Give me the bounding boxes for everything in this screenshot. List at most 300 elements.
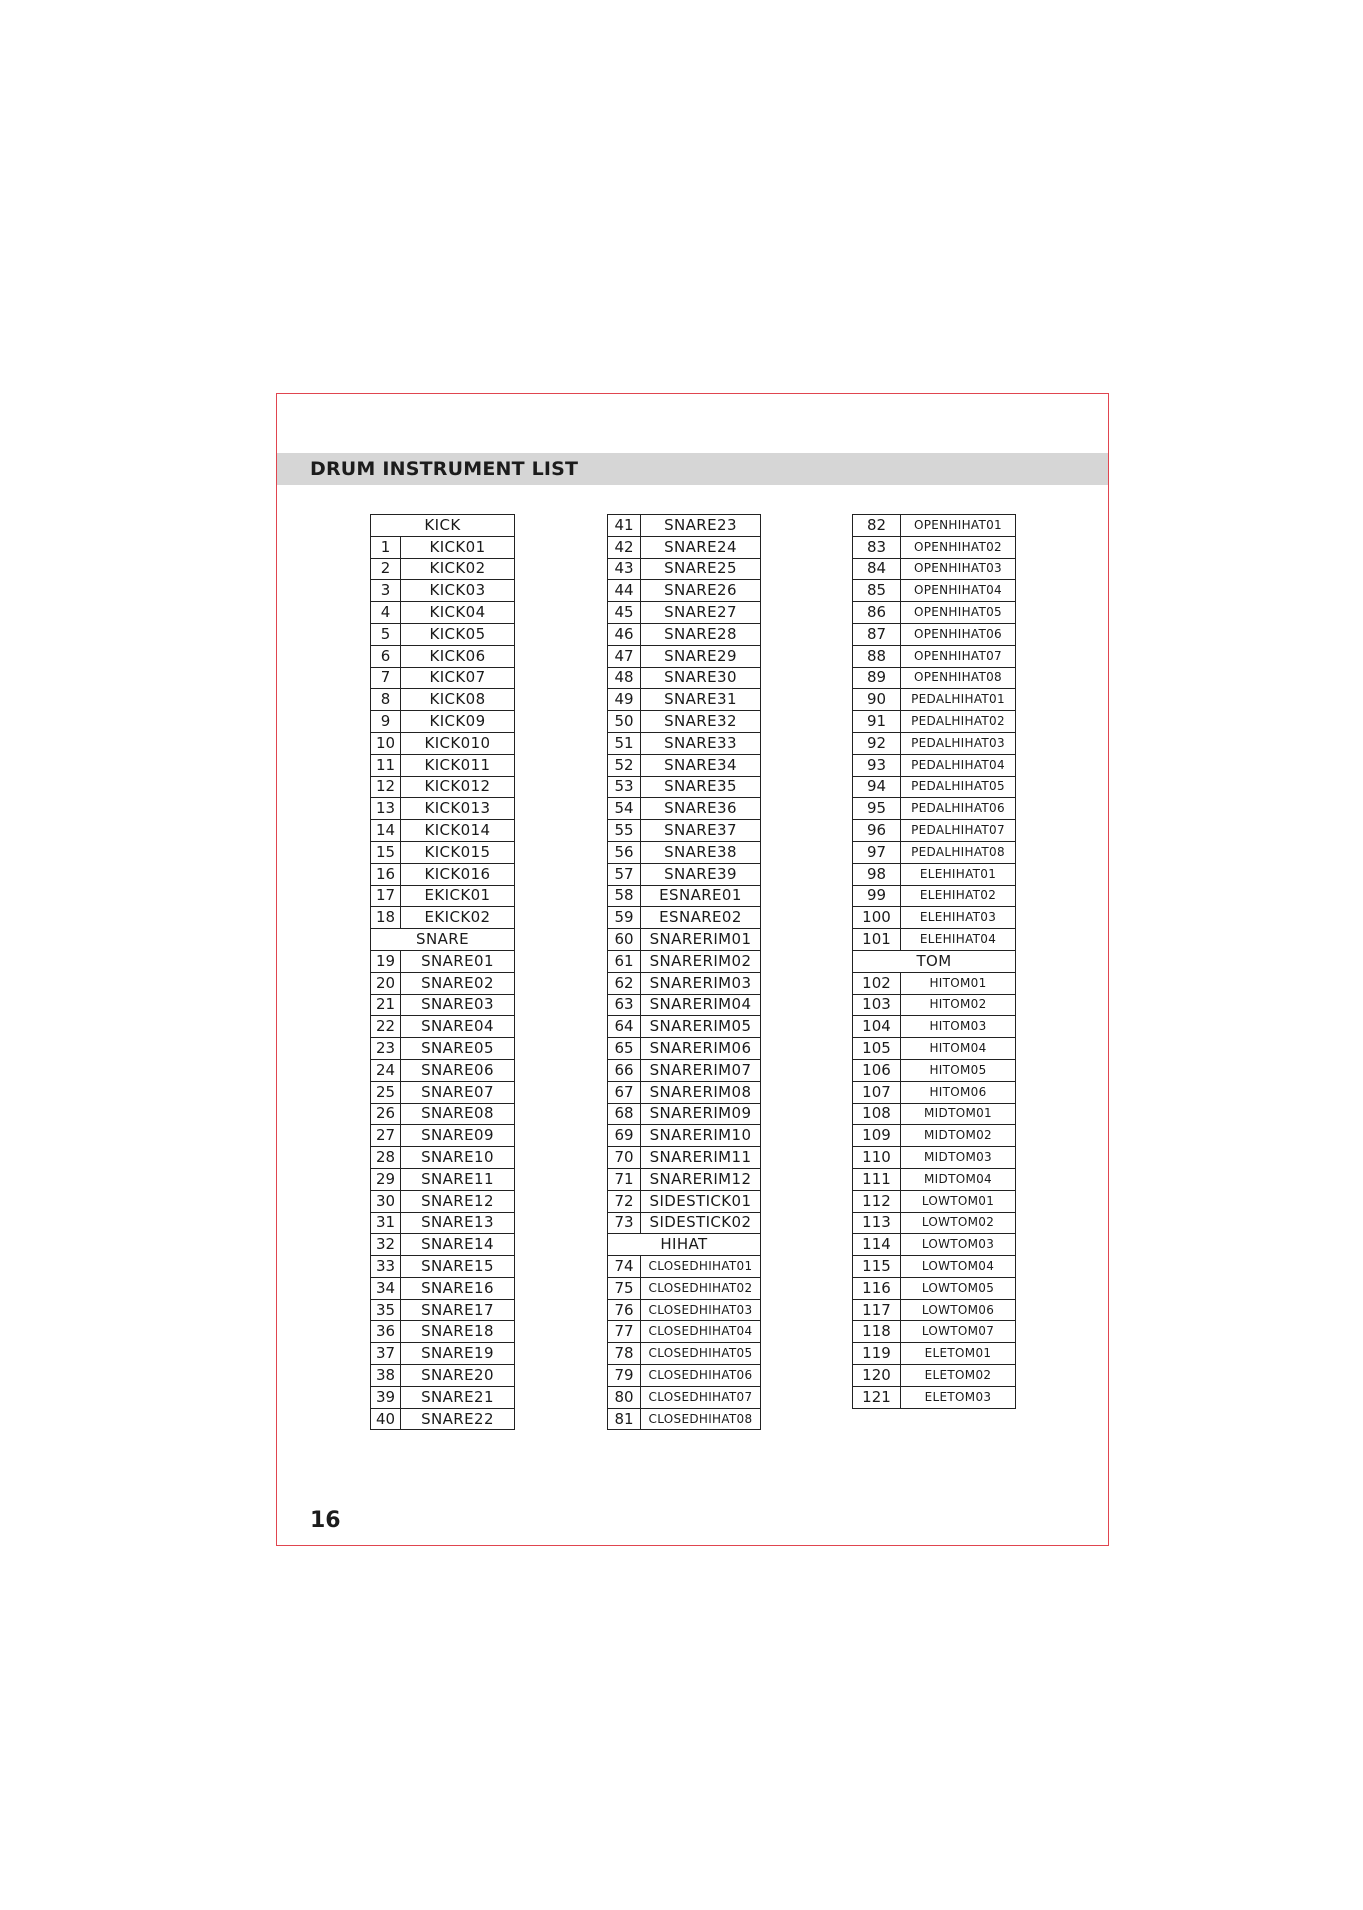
instrument-number: 68	[608, 1103, 641, 1125]
instrument-name: SNARE12	[401, 1190, 515, 1212]
instrument-row	[853, 994, 1016, 1016]
instrument-row	[371, 1038, 515, 1060]
instrument-name: SNARE30	[641, 667, 761, 689]
instrument-name: ELEHIHAT04	[901, 929, 1016, 951]
instrument-row	[608, 754, 761, 776]
instrument-name: SNARE21	[401, 1386, 515, 1408]
instrument-row	[608, 950, 761, 972]
instrument-name: CLOSEDHIHAT05	[641, 1343, 761, 1365]
instrument-number: 78	[608, 1343, 641, 1365]
instrument-name: PEDALHIHAT01	[901, 689, 1016, 711]
instrument-number: 96	[853, 820, 901, 842]
instrument-row	[371, 820, 515, 842]
instrument-row	[853, 1081, 1016, 1103]
instrument-row	[371, 1408, 515, 1430]
instrument-name: KICK06	[401, 645, 515, 667]
instrument-row	[371, 776, 515, 798]
instrument-row	[371, 1147, 515, 1169]
instrument-number: 42	[608, 536, 641, 558]
instrument-row	[371, 1081, 515, 1103]
instrument-name: KICK04	[401, 602, 515, 624]
instrument-name: CLOSEDHIHAT07	[641, 1386, 761, 1408]
instrument-number: 95	[853, 798, 901, 820]
instrument-row	[371, 798, 515, 820]
instrument-name: PEDALHIHAT05	[901, 776, 1016, 798]
instrument-number: 89	[853, 667, 901, 689]
instrument-name: HITOM03	[901, 1016, 1016, 1038]
instrument-name: SNARE13	[401, 1212, 515, 1234]
instrument-name: SNARERIM04	[641, 994, 761, 1016]
instrument-name: SNARE14	[401, 1234, 515, 1256]
instrument-row	[371, 1321, 515, 1343]
instrument-number: 36	[371, 1321, 401, 1343]
instrument-name: KICK014	[401, 820, 515, 842]
instrument-row	[853, 1168, 1016, 1190]
instrument-table-1	[370, 514, 515, 1430]
instrument-number: 100	[853, 907, 901, 929]
instrument-name: KICK09	[401, 711, 515, 733]
instrument-row	[371, 558, 515, 580]
instrument-row	[371, 1059, 515, 1081]
instrument-row	[853, 711, 1016, 733]
instrument-name: SIDESTICK02	[641, 1212, 761, 1234]
instrument-number: 11	[371, 754, 401, 776]
instrument-row	[371, 754, 515, 776]
instrument-number: 113	[853, 1212, 901, 1234]
instrument-row	[371, 841, 515, 863]
instrument-name: SNARE03	[401, 994, 515, 1016]
instrument-number: 61	[608, 950, 641, 972]
instrument-row	[608, 602, 761, 624]
instrument-number: 18	[371, 907, 401, 929]
instrument-number: 19	[371, 950, 401, 972]
instrument-name: SNARE02	[401, 972, 515, 994]
instrument-number: 4	[371, 602, 401, 624]
instrument-number: 62	[608, 972, 641, 994]
instrument-number: 114	[853, 1234, 901, 1256]
instrument-row	[853, 1103, 1016, 1125]
instrument-row	[608, 1081, 761, 1103]
instrument-number: 55	[608, 820, 641, 842]
instrument-row	[371, 972, 515, 994]
instrument-number: 40	[371, 1408, 401, 1430]
instrument-row	[853, 1016, 1016, 1038]
instrument-name: SNARE04	[401, 1016, 515, 1038]
instrument-row	[608, 515, 761, 537]
instrument-row	[371, 1016, 515, 1038]
instrument-number: 80	[608, 1386, 641, 1408]
instrument-name: SNARE22	[401, 1408, 515, 1430]
instrument-row	[371, 580, 515, 602]
instrument-row	[608, 711, 761, 733]
instrument-number: 31	[371, 1212, 401, 1234]
instrument-number: 86	[853, 602, 901, 624]
instrument-number: 69	[608, 1125, 641, 1147]
instrument-number: 58	[608, 885, 641, 907]
instrument-name: OPENHIHAT03	[901, 558, 1016, 580]
instrument-name: PEDALHIHAT04	[901, 754, 1016, 776]
instrument-name: KICK07	[401, 667, 515, 689]
instrument-row	[371, 1190, 515, 1212]
instrument-name: SNARE15	[401, 1256, 515, 1278]
section-heading-row	[371, 515, 515, 537]
instrument-row	[371, 1212, 515, 1234]
instrument-row	[853, 1277, 1016, 1299]
instrument-name: KICK012	[401, 776, 515, 798]
instrument-number: 49	[608, 689, 641, 711]
instrument-name: SNARERIM10	[641, 1125, 761, 1147]
instrument-name: SNARERIM05	[641, 1016, 761, 1038]
instrument-name: SNARE38	[641, 841, 761, 863]
instrument-number: 34	[371, 1277, 401, 1299]
instrument-name: SNARERIM12	[641, 1168, 761, 1190]
instrument-name: SNARE33	[641, 732, 761, 754]
instrument-number: 22	[371, 1016, 401, 1038]
instrument-name: SNARE34	[641, 754, 761, 776]
instrument-number: 66	[608, 1059, 641, 1081]
instrument-name: SNARE08	[401, 1103, 515, 1125]
instrument-number: 97	[853, 841, 901, 863]
instrument-row	[371, 994, 515, 1016]
instrument-row	[371, 950, 515, 972]
instrument-name: SNARE10	[401, 1147, 515, 1169]
instrument-row	[608, 732, 761, 754]
instrument-name: ELETOM02	[901, 1365, 1016, 1387]
instrument-number: 81	[608, 1408, 641, 1430]
instrument-row	[853, 1365, 1016, 1387]
instrument-name: SNARE20	[401, 1365, 515, 1387]
instrument-name: SNARERIM03	[641, 972, 761, 994]
instrument-name: EKICK02	[401, 907, 515, 929]
instrument-number: 37	[371, 1343, 401, 1365]
instrument-number: 83	[853, 536, 901, 558]
instrument-number: 59	[608, 907, 641, 929]
instrument-row	[853, 929, 1016, 951]
instrument-number: 101	[853, 929, 901, 951]
instrument-row	[371, 1299, 515, 1321]
instrument-number: 48	[608, 667, 641, 689]
instrument-number: 75	[608, 1277, 641, 1299]
instrument-row	[371, 1168, 515, 1190]
instrument-number: 72	[608, 1190, 641, 1212]
instrument-name: HITOM05	[901, 1059, 1016, 1081]
instrument-row	[371, 1386, 515, 1408]
instrument-name: ELEHIHAT02	[901, 885, 1016, 907]
instrument-number: 38	[371, 1365, 401, 1387]
instrument-number: 111	[853, 1168, 901, 1190]
instrument-name: SNARERIM02	[641, 950, 761, 972]
instrument-number: 44	[608, 580, 641, 602]
instrument-row	[371, 689, 515, 711]
instrument-number: 60	[608, 929, 641, 951]
instrument-row	[853, 689, 1016, 711]
instrument-row	[608, 1321, 761, 1343]
instrument-name: LOWTOM01	[901, 1190, 1016, 1212]
instrument-row	[853, 798, 1016, 820]
instrument-name: KICK011	[401, 754, 515, 776]
instrument-row	[853, 1147, 1016, 1169]
instrument-name: HITOM04	[901, 1038, 1016, 1060]
instrument-number: 74	[608, 1256, 641, 1278]
instrument-row	[608, 667, 761, 689]
instrument-row	[371, 1234, 515, 1256]
instrument-name: SNARERIM07	[641, 1059, 761, 1081]
instrument-number: 84	[853, 558, 901, 580]
instrument-table-2	[607, 514, 761, 1430]
instrument-name: ELEHIHAT01	[901, 863, 1016, 885]
page-title: DRUM INSTRUMENT LIST	[310, 458, 579, 480]
instrument-row	[853, 580, 1016, 602]
instrument-name: OPENHIHAT06	[901, 623, 1016, 645]
instrument-name: MIDTOM02	[901, 1125, 1016, 1147]
instrument-name: SNARERIM06	[641, 1038, 761, 1060]
instrument-name: SNARE19	[401, 1343, 515, 1365]
instrument-number: 85	[853, 580, 901, 602]
title-band	[277, 453, 1108, 485]
instrument-row	[608, 1256, 761, 1278]
instrument-number: 115	[853, 1256, 901, 1278]
instrument-row	[608, 1299, 761, 1321]
instrument-number: 32	[371, 1234, 401, 1256]
instrument-number: 106	[853, 1059, 901, 1081]
instrument-number: 117	[853, 1299, 901, 1321]
instrument-number: 73	[608, 1212, 641, 1234]
instrument-name: MIDTOM04	[901, 1168, 1016, 1190]
instrument-number: 94	[853, 776, 901, 798]
instrument-number: 63	[608, 994, 641, 1016]
instrument-row	[853, 1386, 1016, 1408]
instrument-row	[853, 1299, 1016, 1321]
instrument-row	[608, 885, 761, 907]
instrument-number: 12	[371, 776, 401, 798]
instrument-number: 70	[608, 1147, 641, 1169]
instrument-name: LOWTOM06	[901, 1299, 1016, 1321]
instrument-name: KICK013	[401, 798, 515, 820]
instrument-name: SNARE09	[401, 1125, 515, 1147]
instrument-table-3	[852, 514, 1016, 1409]
instrument-name: SNARE24	[641, 536, 761, 558]
instrument-name: KICK015	[401, 841, 515, 863]
instrument-row	[608, 536, 761, 558]
instrument-name: OPENHIHAT01	[901, 515, 1016, 537]
instrument-name: MIDTOM01	[901, 1103, 1016, 1125]
instrument-row	[853, 645, 1016, 667]
instrument-name: PEDALHIHAT08	[901, 841, 1016, 863]
instrument-number: 118	[853, 1321, 901, 1343]
instrument-number: 79	[608, 1365, 641, 1387]
instrument-name: LOWTOM05	[901, 1277, 1016, 1299]
instrument-row	[853, 1125, 1016, 1147]
instrument-number: 119	[853, 1343, 901, 1365]
instrument-name: SNARE18	[401, 1321, 515, 1343]
instrument-name: KICK010	[401, 732, 515, 754]
instrument-name: PEDALHIHAT06	[901, 798, 1016, 820]
instrument-number: 41	[608, 515, 641, 537]
instrument-name: LOWTOM03	[901, 1234, 1016, 1256]
instrument-name: ELETOM03	[901, 1386, 1016, 1408]
instrument-row	[608, 1147, 761, 1169]
instrument-name: SNARE11	[401, 1168, 515, 1190]
instrument-row	[371, 645, 515, 667]
instrument-row	[371, 1277, 515, 1299]
instrument-number: 2	[371, 558, 401, 580]
instrument-row	[853, 1321, 1016, 1343]
instrument-row	[371, 623, 515, 645]
instrument-name: KICK08	[401, 689, 515, 711]
section-heading: SNARE	[371, 929, 515, 951]
instrument-name: SNARE35	[641, 776, 761, 798]
instrument-number: 92	[853, 732, 901, 754]
instrument-number: 9	[371, 711, 401, 733]
instrument-number: 87	[853, 623, 901, 645]
instrument-name: LOWTOM07	[901, 1321, 1016, 1343]
instrument-number: 93	[853, 754, 901, 776]
section-heading: HIHAT	[608, 1234, 761, 1256]
instrument-name: KICK01	[401, 536, 515, 558]
instrument-number: 24	[371, 1059, 401, 1081]
instrument-number: 39	[371, 1386, 401, 1408]
instrument-name: SNARE25	[641, 558, 761, 580]
instrument-number: 35	[371, 1299, 401, 1321]
instrument-row	[853, 885, 1016, 907]
instrument-row	[608, 1212, 761, 1234]
instrument-row	[853, 1343, 1016, 1365]
instrument-number: 88	[853, 645, 901, 667]
instrument-number: 14	[371, 820, 401, 842]
instrument-number: 91	[853, 711, 901, 733]
instrument-row	[853, 907, 1016, 929]
instrument-row	[853, 667, 1016, 689]
instrument-name: SNARE27	[641, 602, 761, 624]
instrument-row	[853, 536, 1016, 558]
instrument-number: 109	[853, 1125, 901, 1147]
instrument-row	[608, 558, 761, 580]
instrument-row	[608, 820, 761, 842]
instrument-name: SNARERIM09	[641, 1103, 761, 1125]
instrument-number: 25	[371, 1081, 401, 1103]
instrument-row	[853, 820, 1016, 842]
instrument-name: OPENHIHAT02	[901, 536, 1016, 558]
instrument-number: 3	[371, 580, 401, 602]
instrument-row	[608, 798, 761, 820]
instrument-number: 105	[853, 1038, 901, 1060]
instrument-row	[608, 929, 761, 951]
instrument-row	[853, 1038, 1016, 1060]
instrument-row	[853, 754, 1016, 776]
instrument-row	[853, 558, 1016, 580]
instrument-name: CLOSEDHIHAT03	[641, 1299, 761, 1321]
instrument-row	[853, 776, 1016, 798]
instrument-name: SNARE16	[401, 1277, 515, 1299]
instrument-name: SNARE06	[401, 1059, 515, 1081]
instrument-number: 47	[608, 645, 641, 667]
instrument-name: CLOSEDHIHAT04	[641, 1321, 761, 1343]
instrument-name: LOWTOM02	[901, 1212, 1016, 1234]
instrument-row	[371, 732, 515, 754]
instrument-row	[608, 645, 761, 667]
instrument-number: 7	[371, 667, 401, 689]
instrument-name: SNARE28	[641, 623, 761, 645]
instrument-row	[853, 1190, 1016, 1212]
instrument-name: LOWTOM04	[901, 1256, 1016, 1278]
instrument-row	[371, 885, 515, 907]
instrument-number: 29	[371, 1168, 401, 1190]
instrument-name: OPENHIHAT04	[901, 580, 1016, 602]
instrument-number: 107	[853, 1081, 901, 1103]
instrument-number: 99	[853, 885, 901, 907]
instrument-number: 8	[371, 689, 401, 711]
instrument-name: SNARE01	[401, 950, 515, 972]
instrument-number: 57	[608, 863, 641, 885]
instrument-name: SNARE05	[401, 1038, 515, 1060]
instrument-number: 43	[608, 558, 641, 580]
instrument-name: SNARERIM11	[641, 1147, 761, 1169]
instrument-row	[371, 667, 515, 689]
instrument-row	[608, 1059, 761, 1081]
instrument-name: OPENHIHAT05	[901, 602, 1016, 624]
instrument-number: 27	[371, 1125, 401, 1147]
instrument-number: 53	[608, 776, 641, 798]
instrument-number: 23	[371, 1038, 401, 1060]
instrument-row	[608, 580, 761, 602]
instrument-number: 67	[608, 1081, 641, 1103]
instrument-row	[853, 1256, 1016, 1278]
instrument-number: 45	[608, 602, 641, 624]
instrument-row	[853, 841, 1016, 863]
instrument-row	[853, 1234, 1016, 1256]
instrument-name: HITOM01	[901, 972, 1016, 994]
instrument-number: 16	[371, 863, 401, 885]
instrument-row	[608, 907, 761, 929]
instrument-row	[853, 515, 1016, 537]
instrument-number: 120	[853, 1365, 901, 1387]
instrument-number: 77	[608, 1321, 641, 1343]
instrument-row	[371, 536, 515, 558]
instrument-name: PEDALHIHAT07	[901, 820, 1016, 842]
instrument-name: EKICK01	[401, 885, 515, 907]
instrument-row	[853, 972, 1016, 994]
instrument-number: 56	[608, 841, 641, 863]
section-heading: TOM	[853, 950, 1016, 972]
instrument-name: ESNARE02	[641, 907, 761, 929]
instrument-row	[853, 623, 1016, 645]
instrument-row	[371, 1103, 515, 1125]
instrument-number: 26	[371, 1103, 401, 1125]
instrument-row	[608, 994, 761, 1016]
instrument-name: KICK05	[401, 623, 515, 645]
instrument-row	[853, 1059, 1016, 1081]
instrument-row	[608, 1016, 761, 1038]
instrument-number: 28	[371, 1147, 401, 1169]
instrument-name: SNARE31	[641, 689, 761, 711]
instrument-name: CLOSEDHIHAT08	[641, 1408, 761, 1430]
instrument-row	[608, 972, 761, 994]
instrument-number: 64	[608, 1016, 641, 1038]
instrument-number: 116	[853, 1277, 901, 1299]
instrument-name: SNARERIM01	[641, 929, 761, 951]
instrument-number: 17	[371, 885, 401, 907]
instrument-number: 20	[371, 972, 401, 994]
instrument-name: SNARE29	[641, 645, 761, 667]
instrument-name: SIDESTICK01	[641, 1190, 761, 1212]
instrument-number: 10	[371, 732, 401, 754]
instrument-name: KICK02	[401, 558, 515, 580]
instrument-name: ESNARE01	[641, 885, 761, 907]
instrument-number: 13	[371, 798, 401, 820]
instrument-row	[371, 1365, 515, 1387]
instrument-number: 71	[608, 1168, 641, 1190]
instrument-name: CLOSEDHIHAT01	[641, 1256, 761, 1278]
